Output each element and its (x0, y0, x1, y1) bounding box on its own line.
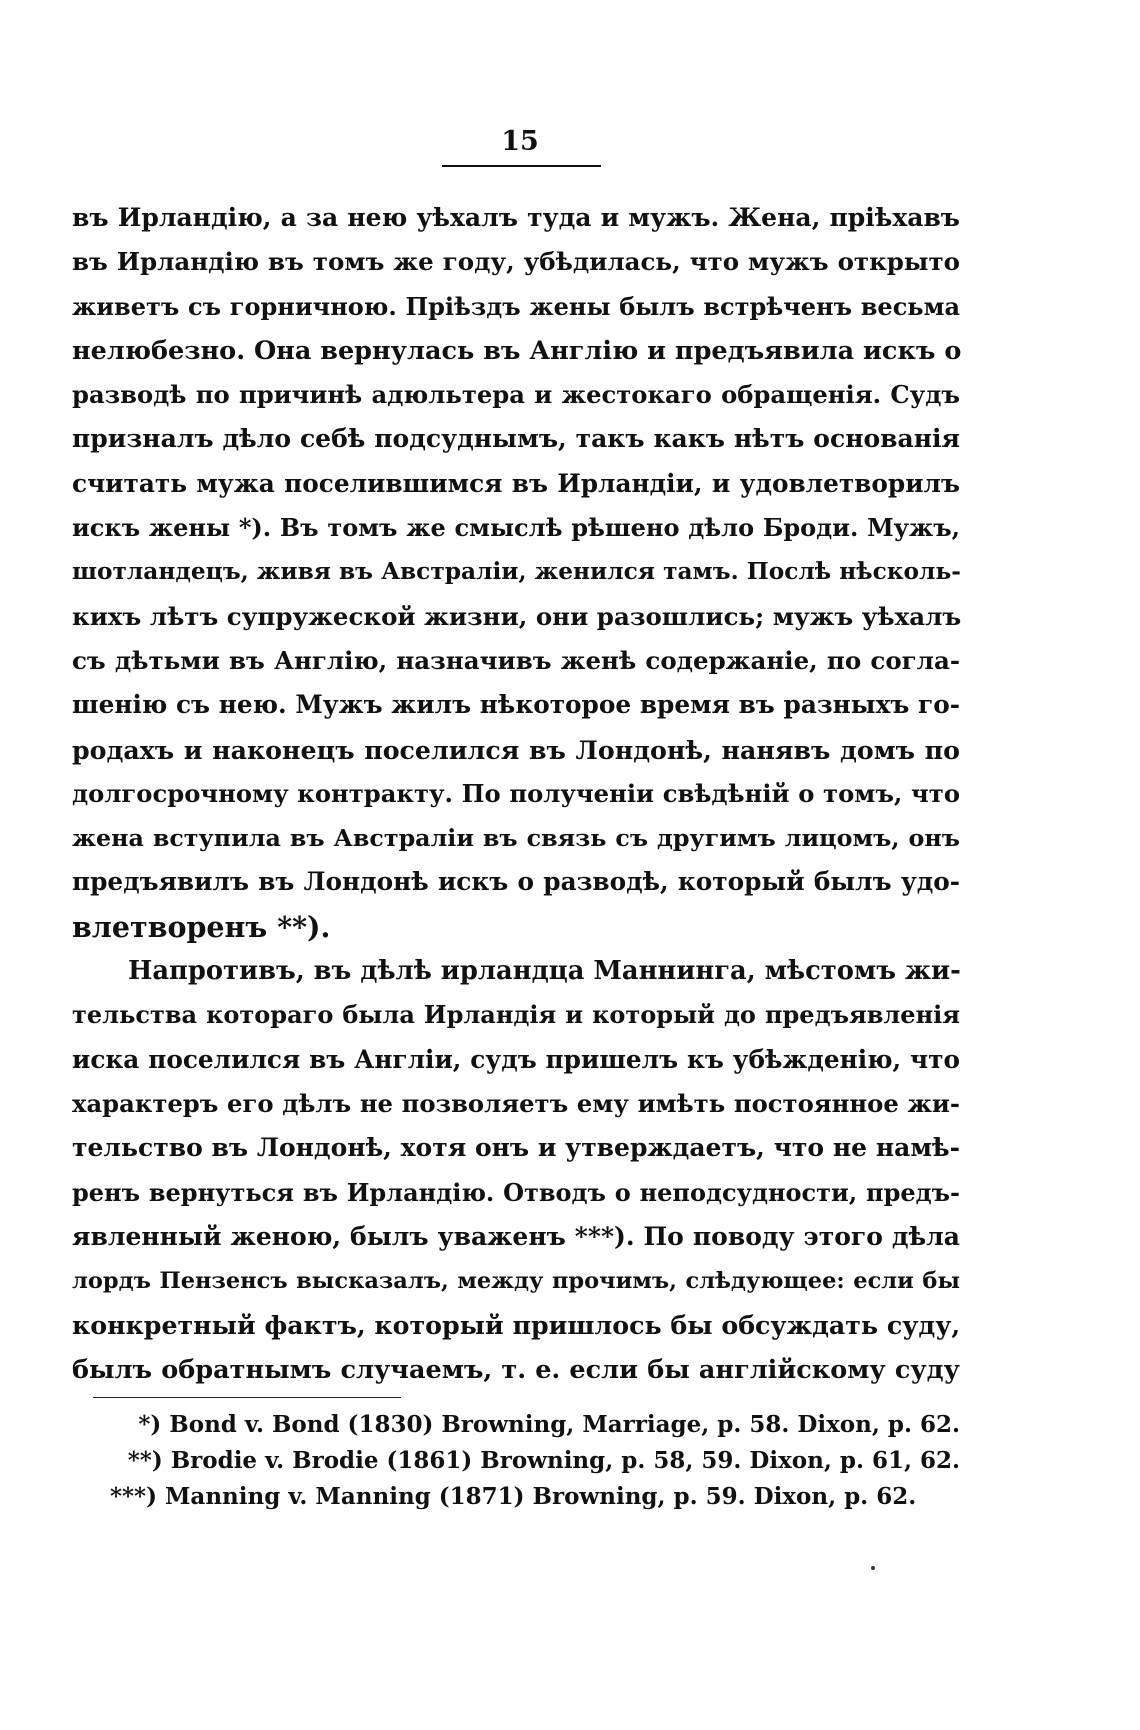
text-line: нелюбезно. Она вернулась въ Англію и предъявила искъ о (72, 335, 962, 366)
paper-speck (871, 1566, 875, 1570)
text-line: ренъ вернуться въ Ирландію. Отводъ о неподсудности, предъ- (72, 1177, 960, 1207)
text-line: тельство въ Лондонѣ, хотя онъ и утверждаетъ, что не намѣ- (72, 1133, 960, 1163)
text-line: въ Ирландію въ томъ же году, убѣдилась, что мужъ открыто (72, 247, 960, 277)
text-line: шотландецъ, живя въ Австраліи, женился тамъ. Послѣ нѣсколь- (72, 558, 961, 586)
text-line: характеръ его дѣлъ не позволяетъ ему имѣть постоянное жи- (72, 1088, 960, 1118)
footnote-rule (93, 1397, 401, 1398)
text-line: въ Ирландію, а за нею уѣхалъ туда и мужъ. Жена, пріѣхавъ (72, 203, 960, 232)
text-line: живетъ съ горничною. Пріѣздъ жены былъ встрѣченъ весьма (72, 291, 960, 321)
footnote: **) Brodie v. Brodie (1861) Browning, p. 58, 59. Dixon, p. 61, 62. (127, 1447, 960, 1474)
text-line: конкретный фактъ, который пришлось бы обсуждать суду, (72, 1310, 961, 1341)
text-line: былъ обратнымъ случаемъ, т. е. если бы англійскому суду (72, 1354, 960, 1385)
text-line-paragraph-end: влетворенъ **). (72, 909, 331, 944)
text-line: предъявилъ въ Лондонѣ искъ о разводѣ, который былъ удо- (72, 867, 960, 897)
footnote: ***) Manning v. Manning (1871) Browning, p. 59. Dixon, p. 62. (110, 1483, 917, 1510)
text-line: лордъ Пензенсъ высказалъ, между прочимъ, слѣдующее: если бы (72, 1268, 960, 1295)
text-line: иска поселился въ Англіи, судъ пришелъ къ убѣжденію, что (72, 1044, 960, 1074)
body-text (72, 196, 960, 1392)
text-line: родахъ и наконецъ поселился въ Лондонѣ, нанявъ домъ по (72, 734, 960, 765)
text-line: долгосрочному контракту. По полученіи свѣдѣній о томъ, что (72, 778, 960, 808)
text-line: разводѣ по причинѣ адюльтера и жестокаго обращенія. Судъ (72, 380, 960, 410)
footnote: *) Bond v. Bond (1830) Browning, Marriage, p. 58. Dixon, p. 62. (138, 1411, 960, 1438)
text-line: искъ жены *). Въ томъ же смыслѣ рѣшено дѣло Броди. Мужъ, (72, 513, 960, 543)
text-line-paragraph-start: Напротивъ, въ дѣлѣ ирландца Маннинга, мѣстомъ жи- (128, 956, 961, 987)
footnotes (110, 1407, 960, 1515)
text-line: призналъ дѣло себѣ подсуднымъ, такъ какъ нѣтъ основанія (72, 424, 960, 454)
page-number: 15 (501, 126, 539, 157)
text-line: кихъ лѣтъ супружеской жизни, они разошлись; мужъ уѣхалъ (72, 601, 962, 631)
header-rule (442, 165, 601, 167)
text-line: явленный женою, былъ уваженъ ***). По поводу этого дѣла (72, 1221, 960, 1251)
text-line: съ дѣтьми въ Англію, назначивъ женѣ содержаніе, по согла- (72, 645, 960, 675)
text-line: тельства котораго была Ирландія и который до предъявленія (72, 1000, 960, 1030)
text-line: жена вступила въ Австраліи въ связь съ другимъ лицомъ, онъ (72, 824, 960, 853)
text-line: шенію съ нею. Мужъ жилъ нѣкоторое время въ разныхъ го- (72, 690, 960, 720)
text-line: считать мужа поселившимся въ Ирландіи, и удовлетворилъ (72, 468, 960, 498)
